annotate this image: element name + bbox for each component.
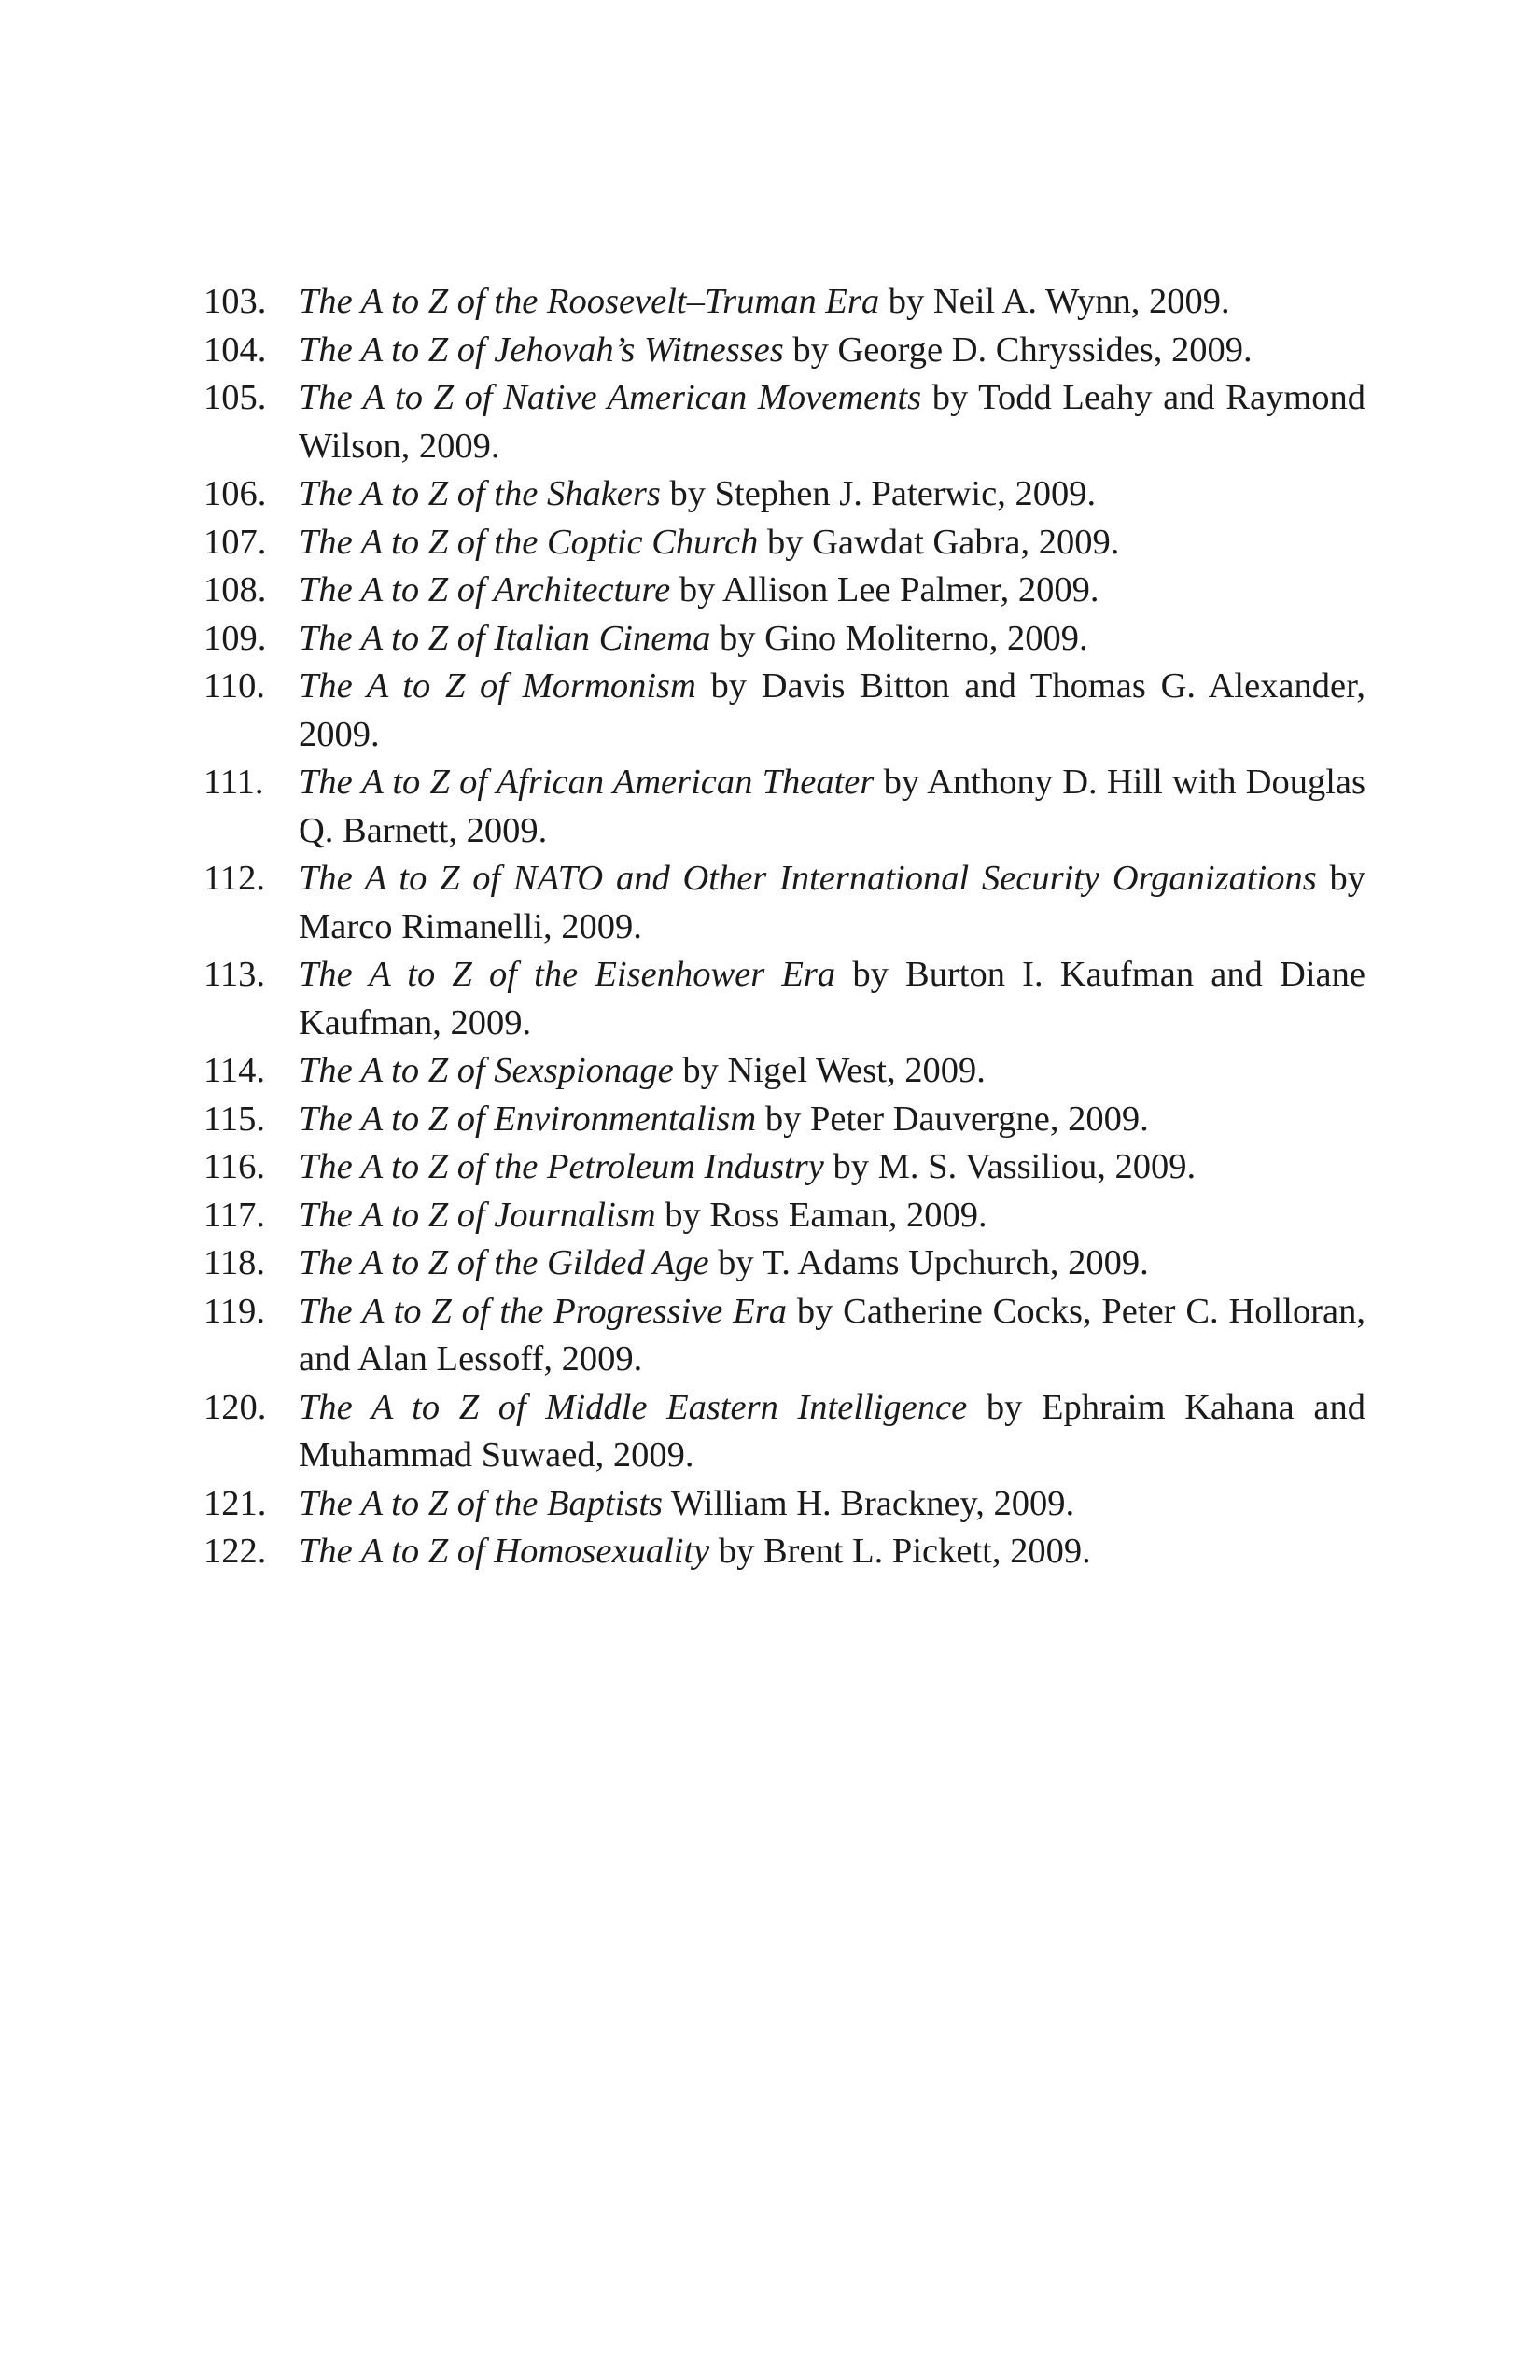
entry-details: by Burton I. Kaufman and Diane Kaufman, 2009. (299, 955, 1365, 1043)
list-item (203, 1143, 1365, 1192)
list-item (203, 951, 1365, 1047)
entry-number: 108. (203, 570, 267, 609)
list-item (203, 1096, 1365, 1144)
entry-details: by Nigel West, 2009. (673, 1051, 986, 1090)
entry-title: The A to Z of NATO and Other International Security Organizations (299, 859, 1317, 898)
entry-details: by Ephraim Kahana and Muhammad Suwaed, 2009. (299, 1387, 1365, 1475)
entry-details: by Todd Leahy and Raymond Wilson, 2009. (299, 378, 1365, 466)
entry-title: The A to Z of the Gilded Age (299, 1243, 709, 1282)
entry-title: The A to Z of Environmentalism (299, 1099, 757, 1139)
entry-number: 114. (203, 1051, 265, 1090)
entry-number: 120. (203, 1387, 267, 1427)
entry-details: by Marco Rimanelli, 2009. (299, 859, 1365, 946)
list-item (203, 759, 1365, 855)
list-item (203, 1384, 1365, 1480)
list-item (203, 1047, 1365, 1096)
list-item (203, 1288, 1365, 1384)
entry-number: 119. (203, 1291, 265, 1331)
list-item (203, 615, 1365, 664)
entry-details: by Gawdat Gabra, 2009. (758, 522, 1120, 562)
entry-title: The A to Z of the Eisenhower Era (299, 955, 836, 994)
entry-title: The A to Z of Italian Cinema (299, 618, 711, 658)
list-item (203, 470, 1365, 519)
entry-details: William H. Brackney, 2009. (663, 1483, 1075, 1523)
entry-title: The A to Z of the Shakers (299, 474, 661, 513)
entry-details: by Neil A. Wynn, 2009. (879, 282, 1230, 321)
entry-title: The A to Z of Jehovah’s Witnesses (299, 329, 784, 370)
entry-details: by Brent L. Pickett, 2009. (709, 1532, 1091, 1571)
entry-title: The A to Z of the Roosevelt–Truman Era (299, 282, 880, 321)
list-item (203, 1192, 1365, 1240)
entry-number: 111. (203, 763, 264, 802)
entry-number: 107. (203, 522, 267, 562)
entry-title: The A to Z of Sexspionage (299, 1051, 674, 1090)
entry-title: The A to Z of the Petroleum Industry (299, 1147, 824, 1186)
entry-title: The A to Z of the Progressive Era (299, 1291, 787, 1331)
entry-title: The A to Z of Homosexuality (299, 1532, 710, 1571)
entry-number: 105. (203, 378, 267, 417)
entry-title: The A to Z of Architecture (299, 570, 671, 609)
entry-number: 115. (203, 1099, 265, 1139)
entry-number: 104. (203, 329, 267, 370)
entry-details: by Peter Dauvergne, 2009. (756, 1099, 1149, 1139)
entry-title: The A to Z of Journalism (299, 1195, 656, 1235)
entry-number: 117. (203, 1195, 265, 1235)
entry-details: by Ross Eaman, 2009. (655, 1195, 987, 1235)
entry-title: The A to Z of Middle Eastern Intelligence (299, 1387, 968, 1427)
entry-title: The A to Z of Mormonism (299, 666, 696, 706)
entry-details: by Anthony D. Hill with Douglas Q. Barnett, 2009. (299, 763, 1366, 850)
entry-title: The A to Z of Native American Movements (299, 378, 922, 417)
entry-details: by Gino Moliterno, 2009. (710, 618, 1088, 658)
entry-details: by Catherine Cocks, Peter C. Holloran, and Alan Lessoff, 2009. (299, 1291, 1365, 1379)
entry-title: The A to Z of the Baptists (299, 1483, 664, 1523)
entry-number: 116. (203, 1147, 265, 1186)
entry-number: 122. (203, 1532, 267, 1571)
series-list (203, 278, 1365, 1576)
list-item (203, 327, 1365, 375)
entry-number: 109. (203, 618, 267, 658)
list-item (203, 567, 1365, 615)
entry-details: by Stephen J. Paterwic, 2009. (660, 474, 1097, 513)
entry-details: by Davis Bitton and Thomas G. Alexander, 2009. (299, 666, 1365, 754)
list-item (203, 1528, 1365, 1576)
entry-number: 121. (203, 1483, 267, 1523)
entry-number: 106. (203, 474, 267, 513)
entry-number: 103. (203, 282, 267, 321)
entry-number: 112. (203, 859, 265, 898)
list-item (203, 855, 1365, 951)
list-item (203, 278, 1365, 327)
entry-details: by T. Adams Upchurch, 2009. (708, 1243, 1149, 1282)
entry-number: 118. (203, 1243, 265, 1282)
entry-title: The A to Z of the Coptic Church (299, 522, 759, 562)
list-item (203, 1239, 1365, 1288)
entry-number: 113. (203, 955, 265, 994)
entry-details: by Allison Lee Palmer, 2009. (670, 570, 1099, 609)
list-item (203, 1480, 1365, 1529)
entry-number: 110. (203, 666, 265, 706)
entry-details: by M. S. Vassiliou, 2009. (823, 1147, 1197, 1186)
list-item (203, 374, 1365, 470)
entry-details: by George D. Chryssides, 2009. (783, 329, 1253, 370)
list-item (203, 663, 1365, 759)
list-item (203, 519, 1365, 567)
entry-title: The A to Z of African American Theater (299, 763, 875, 802)
